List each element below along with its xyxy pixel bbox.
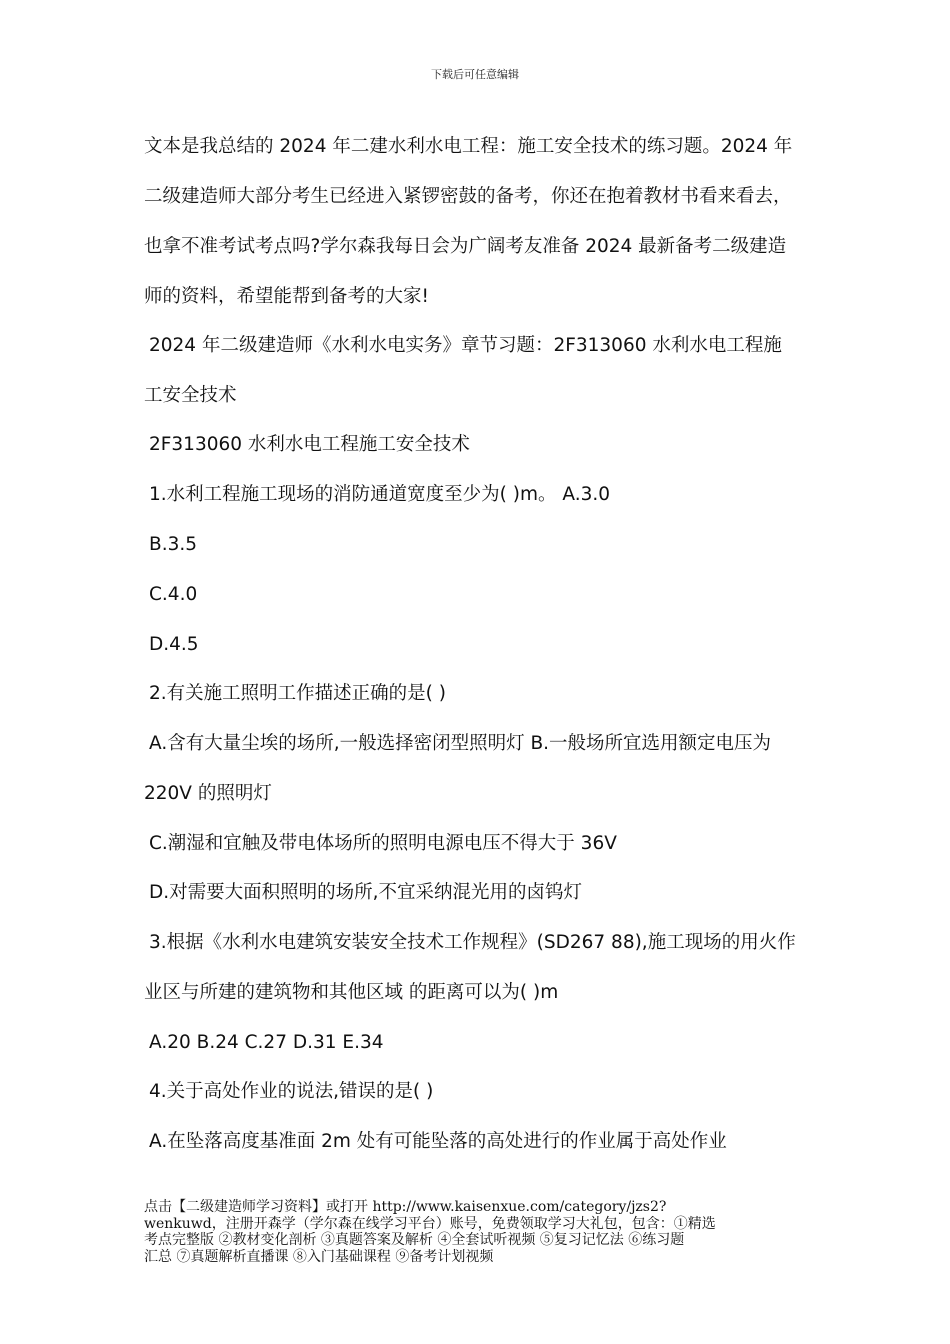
- footer-line: 考点完整版 ②教材变化剖析 ③真题答案及解析 ④全套试听视频 ⑤复习记忆法 ⑥练习题: [144, 1232, 685, 1248]
- option-line: C.潮湿和宜触及带电体场所的照明电源电压不得大于 36V: [149, 833, 617, 854]
- question-1: 1.水利工程施工现场的消防通道宽度至少为( )m。 A.3.0: [149, 484, 611, 505]
- option-line: C.4.0: [149, 584, 198, 605]
- footer-line[interactable]: 点击【二级建造师学习资料】或打开 http://www.kaisenxue.com/category/jzs2?: [144, 1199, 667, 1215]
- body-line: 2024 年二级建造师《水利水电实务》章节习题：2F313060 水利水电工程施: [149, 335, 782, 356]
- option-line: A.20 B.24 C.27 D.31 E.34: [149, 1032, 384, 1053]
- question-3: 3.根据《水利水电建筑安装安全技术工作规程》(SD267 88),施工现场的用火作: [149, 932, 796, 953]
- body-line: 师的资料，希望能帮到备考的大家!: [144, 286, 429, 307]
- body-line: 业区与所建的建筑物和其他区域 的距离可以为( )m: [144, 982, 559, 1003]
- option-line: 220V 的照明灯: [144, 783, 272, 804]
- option-line: D.对需要大面积照明的场所,不宜采纳混光用的卤钨灯: [149, 882, 583, 903]
- body-line: 也拿不准考试考点吗?学尔森我每日会为广阔考友准备 2024 最新备考二级建造: [144, 236, 787, 257]
- footer-line: wenkuwd，注册开森学（学尔森在线学习平台）账号，免费领取学习大礼包，包含：①精选: [144, 1215, 716, 1232]
- body-line: 工安全技术: [144, 385, 237, 406]
- footer-line: 汇总 ⑦真题解析直播课 ⑧入门基础课程 ⑨备考计划视频: [144, 1248, 494, 1265]
- body-line: 文本是我总结的 2024 年二建水利水电工程：施工安全技术的练习题。2024 年: [144, 136, 793, 157]
- option-line: A.含有大量尘埃的场所,一般选择密闭型照明灯 B.一般场所宜选用额定电压为: [149, 733, 772, 754]
- section-heading: 2F313060 水利水电工程施工安全技术: [149, 434, 470, 455]
- option-line: A.在坠落高度基准面 2m 处有可能坠落的高处进行的作业属于高处作业: [149, 1131, 727, 1152]
- option-line: B.3.5: [149, 534, 197, 555]
- page-footer: [144, 1199, 814, 1265]
- body-line: 二级建造师大部分考生已经进入紧锣密鼓的备考，你还在抱着教材书看来看去，: [144, 186, 792, 207]
- option-line: D.4.5: [149, 634, 199, 655]
- question-2: 2.有关施工照明工作描述正确的是( ): [149, 683, 446, 704]
- page-header: 下载后可任意编辑: [431, 68, 519, 81]
- question-4: 4.关于高处作业的说法,错误的是( ): [149, 1081, 434, 1102]
